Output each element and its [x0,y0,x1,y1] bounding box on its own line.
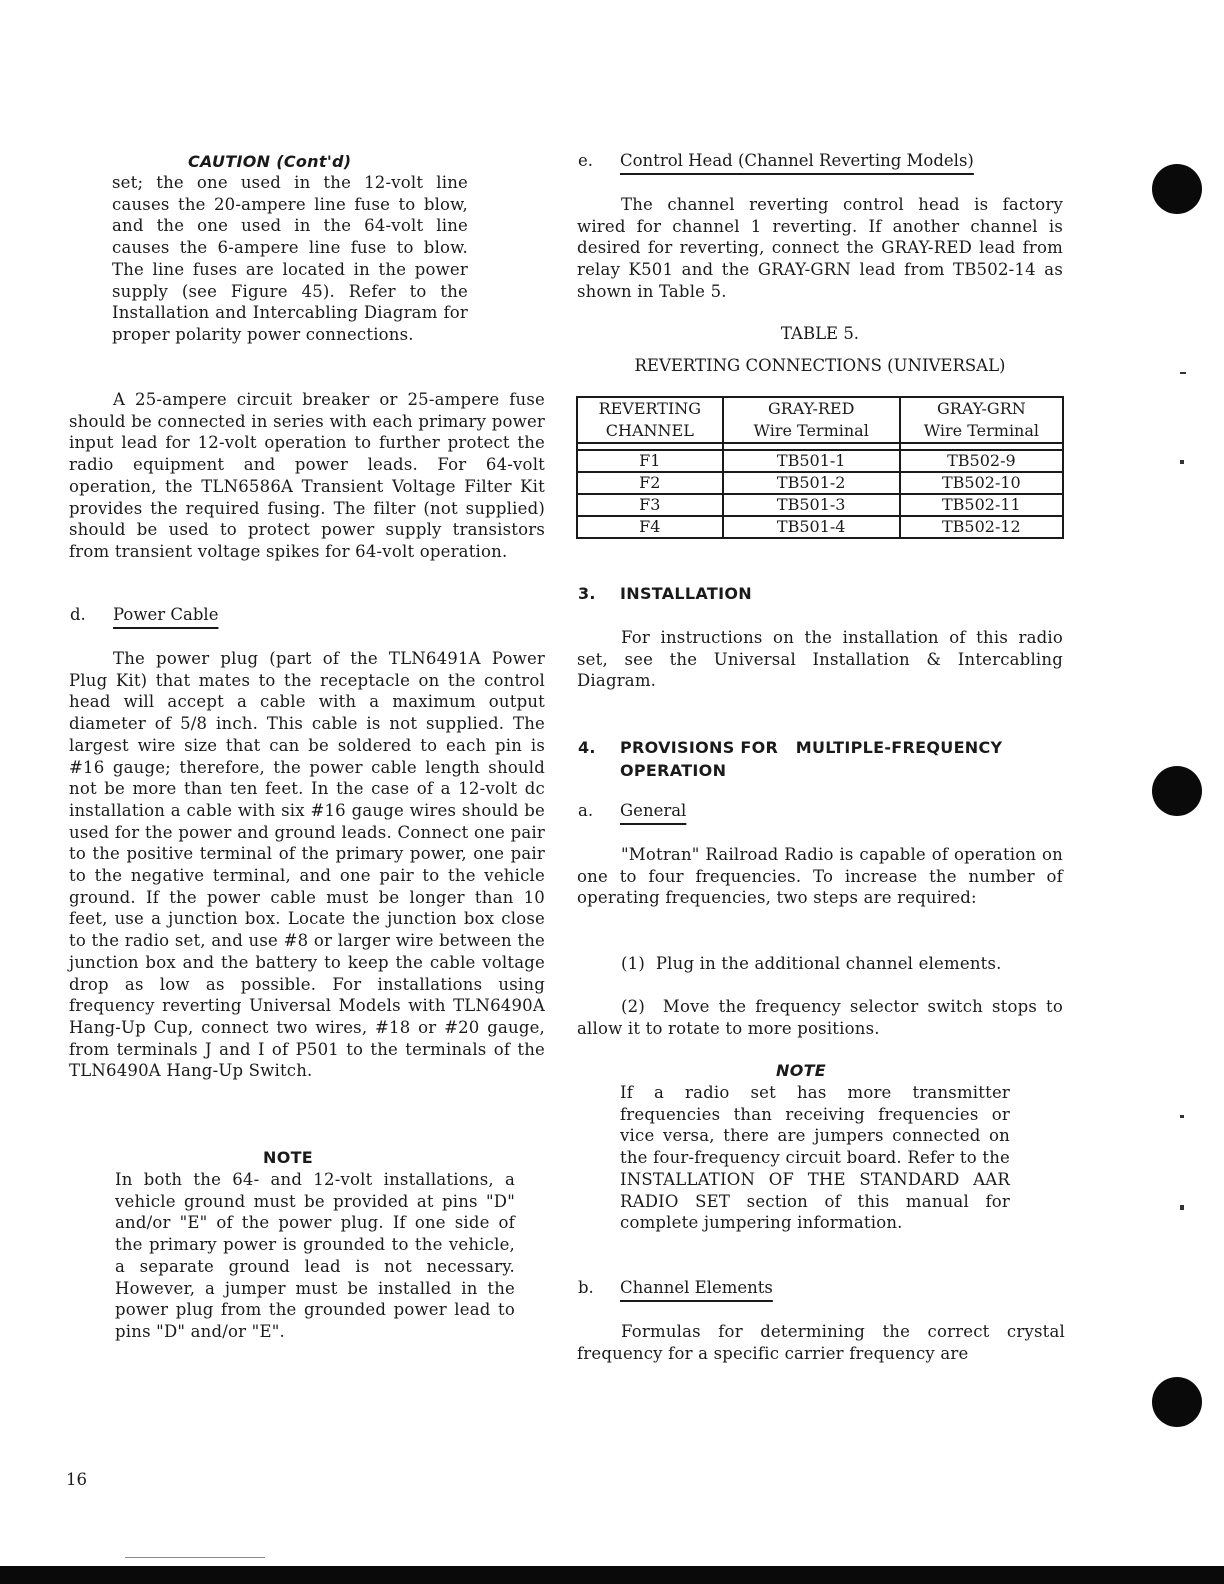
section-a-title: General [620,801,687,820]
scan-mark [1180,1115,1184,1118]
right-note-heading: NOTE [776,1061,827,1080]
section-e-letter: e. [578,151,594,170]
table-cell: F2 [577,472,723,494]
reverting-connections-table [576,396,1064,539]
section-4-number: 4. [578,738,596,757]
table-row [577,472,1063,494]
table-cell: F1 [577,450,723,472]
section-d-letter: d. [70,605,86,624]
section-d-title: Power Cable [113,605,219,624]
control-head-paragraph: The channel reverting control head is factory wired for channel 1 reverting. If another channel is desired for reverting, connect the GRAY-RED lead from relay K501 and the GRAY-GRN lead from TB502-14 as shown in Table 5. [577,195,1063,301]
breaker-paragraph: A 25-ampere circuit breaker or 25-ampere fuse should be connected in series with each primary power input lead for 12-volt operation to further protect the radio equipment and power leads. For 64-volt operation, the TLN6586A Transient Voltage Filter Kit provides the required fusing. The filter (not supplied) should be used to protect power supply transistors from transient voltage spikes for 64-volt operation. [69,390,545,561]
section-4-title-line1: PROVISIONS FOR MULTIPLE-FREQUENCY [620,738,1003,757]
section-b-letter: b. [578,1278,594,1297]
punch-hole-top [1152,164,1202,214]
channel-elements-paragraph: Formulas for determining the correct crystal frequency for a specific carrier frequency are [577,1322,1065,1363]
table-cell: TB501-2 [723,472,900,494]
section-3-title: INSTALLATION [620,584,752,603]
page-number: 16 [66,1470,87,1489]
installation-paragraph: For instructions on the installation of this radio set, see the Universal Installation & Intercabling Diagram. [577,628,1063,691]
section-4-title-line2: OPERATION [620,761,727,780]
scan-mark [1180,372,1186,374]
header-cell: GRAY-GRN Wire Terminal [900,397,1063,443]
punch-hole-bottom [1152,1377,1202,1427]
table-cell: TB501-3 [723,494,900,516]
scan-mark [1180,460,1184,464]
table-cell: F3 [577,494,723,516]
table-cell: F4 [577,516,723,538]
step-1: (1) Plug in the additional channel elements. [621,954,1002,973]
section-3-number: 3. [578,584,596,603]
step-2: (2) Move the frequency selector switch stops to allow it to rotate to more positions. [577,997,1069,1038]
section-b-title: Channel Elements [620,1278,773,1297]
table-cell: TB501-1 [723,450,900,472]
scan-mark [1180,1205,1184,1210]
table-row [577,494,1063,516]
bottom-edge [0,1566,1224,1584]
table-title: REVERTING CONNECTIONS (UNIVERSAL) [634,356,1006,375]
caution-heading: CAUTION (Cont'd) [188,152,352,171]
bottom-edge-line [125,1557,265,1558]
table-cell: TB502-9 [900,450,1063,472]
table-header-row [577,397,1063,443]
left-note-text: In both the 64- and 12-volt installations, a vehicle ground must be provided at pins "D" and/or "E" of the power plug. If one side of the primary power is grounded to the vehicle, a separate ground lead is not necessary. However, a jumper must be installed in the power plug from the grounded power lead to pins "D" and/or "E". [115,1170,515,1341]
table-row [577,450,1063,472]
table-row [577,516,1063,538]
section-a-letter: a. [578,801,594,820]
table-cell: TB502-11 [900,494,1063,516]
table-cell: TB502-10 [900,472,1063,494]
caution-text: set; the one used in the 12-volt line causes the 20-ampere line fuse to blow, and the one used in the 64-volt line causes the 6-ampere line fuse to blow. The line fuses are located in the power supply (see Figure 45). Refer to the Installation and Intercabling Diagram for proper polarity power connections. [112,173,468,344]
section-e-title: Control Head (Channel Reverting Models) [620,151,974,170]
general-paragraph: "Motran" Railroad Radio is capable of operation on one to four frequencies. To increase the number of operating frequencies, two steps are required: [577,845,1063,908]
table-cell: TB501-4 [723,516,900,538]
power-cable-paragraph: The power plug (part of the TLN6491A Power Plug Kit) that mates to the receptacle on the control head will accept a cable with a maximum output diameter of 5/8 inch. This cable is not supplied. The largest wire size that can be soldered to each pin is #16 gauge; therefore, the power cable length should not be more than ten feet. In the case of a 12-volt dc installation a cable with six #16 gauge wires should be used for the power and ground leads. Connect one pair to the positive terminal of the primary power, one pair to the negative terminal, and one pair to the vehicle ground. If the power cable must be longer than 10 feet, use a junction box. Locate the junction box close to the radio set, and use #8 or larger wire between the junction box and the battery to keep the cable voltage drop as low as possible. For installations using frequency reverting Universal Models with TLN6490A Hang-Up Cup, connect two wires, #18 or #20 gauge, from terminals J and I of P501 to the terminals of the TLN6490A Hang-Up Switch. [69,649,545,1081]
header-cell: GRAY-RED Wire Terminal [723,397,900,443]
table-label: TABLE 5. [780,324,860,343]
header-cell: REVERTING CHANNEL [577,397,723,443]
right-note-text: If a radio set has more transmitter frequencies than receiving frequencies or vice versa, there are jumpers connected on the four-frequency circuit board. Refer to the INSTALLATION OF THE STANDARD AAR RADIO SET section of this manual for complete jumpering information. [620,1083,1010,1233]
punch-hole-middle [1152,766,1202,816]
left-note-heading: NOTE [263,1148,314,1167]
table-cell: TB502-12 [900,516,1063,538]
